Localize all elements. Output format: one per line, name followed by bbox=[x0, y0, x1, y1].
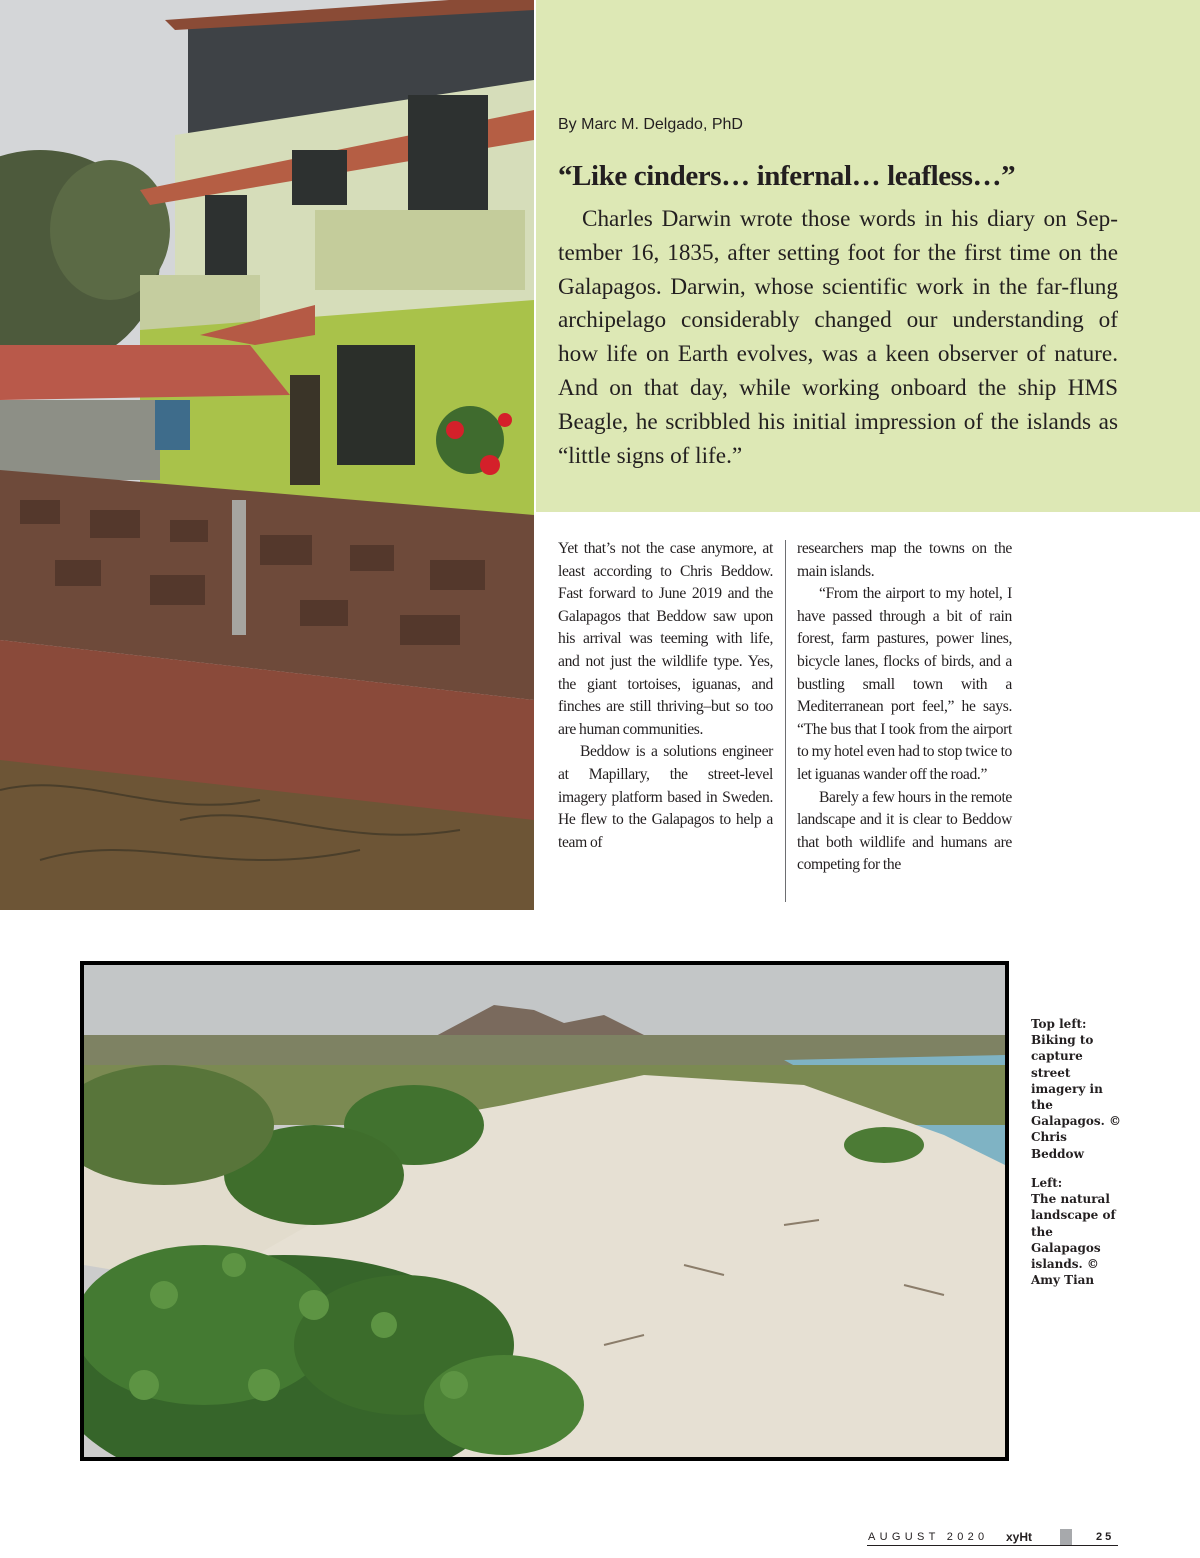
body-paragraph: Yet that’s not the case anymore, at least according to Chris Beddow. Fast forward to June 2019 and the Galapagos that Beddow saw upon his arrival was teeming with life, and not just the wildlife type. Yes, the giant tortoises, iguanas, and finches are still thriving–but so too are human communities. bbox=[558, 540, 773, 738]
footer-marker bbox=[1060, 1529, 1072, 1545]
caption-top-left bbox=[1031, 1016, 1123, 1162]
footer-rule bbox=[867, 1545, 1118, 1546]
caption-label: Left: bbox=[1031, 1176, 1063, 1190]
body-paragraph: Beddow is a solutions engineer at Mapillary, the street-level imagery platform based in Sweden. He flew to the Galapagos to help a team of bbox=[558, 743, 773, 851]
body-paragraph: “From the airport to my hotel, I have passed through a bit of rain forest, farm pastures, power lines, bicycle lanes, flocks of birds, and a bustling small town with a Mediterranean port feel,” he says. “The bus that I took from the airport to my hotel even had to stop twice to let iguanas wander off the road.” bbox=[797, 585, 1012, 783]
page-number: 25 bbox=[1096, 1531, 1115, 1543]
body-column-1 bbox=[558, 538, 773, 854]
beach-photo-image bbox=[84, 965, 1005, 1457]
column-divider bbox=[785, 540, 786, 902]
body-paragraph: Barely a few hours in the remote landscape and it is clear to Beddow that both wildlife and humans are competing for the bbox=[797, 788, 1012, 874]
intro-paragraph: Charles Darwin wrote those words in his diary on September 16, 1835, after setting foot for the first time on the Galapagos. Darwin, whose scientific work in the far-flung archipelago considerably changed our understanding of how life on Earth evolves, was a keen observer of nature. And on that day, while working onboard the ship HMS Beagle, he scribbled his initial impression of the islands as “little signs of life.” bbox=[558, 206, 1118, 469]
footer-issue-date: AUGUST 2020 bbox=[868, 1531, 989, 1543]
caption-text: Biking to capture street imagery in the Galapagos. © Chris Beddow bbox=[1031, 1033, 1122, 1161]
caption-text: The natural landscape of the Galapagos islands. © Amy Tian bbox=[1031, 1192, 1116, 1288]
house-photo bbox=[0, 0, 534, 910]
headline: “Like cinders… infernal… leafless…” bbox=[558, 160, 1016, 192]
footer-magazine-name: xyHt bbox=[1006, 1530, 1033, 1544]
caption-label: Top left: bbox=[1031, 1017, 1087, 1031]
byline: By Marc M. Delgado, PhD bbox=[558, 116, 743, 133]
caption-left bbox=[1031, 1175, 1123, 1288]
body-paragraph: researchers map the towns on the main islands. bbox=[797, 540, 1012, 580]
beach-photo bbox=[80, 961, 1009, 1461]
house-photo-image bbox=[0, 0, 534, 910]
body-column-2 bbox=[797, 538, 1012, 877]
